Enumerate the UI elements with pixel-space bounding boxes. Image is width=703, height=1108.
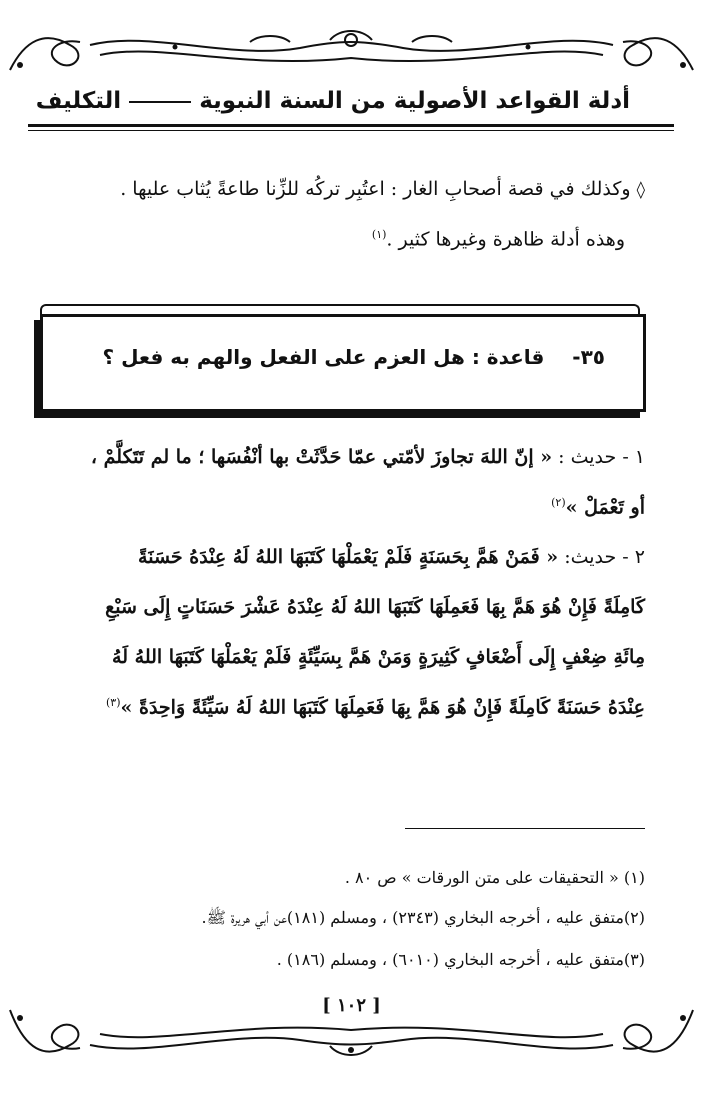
hadith-1-line-2 [45, 496, 645, 518]
rule-title: قاعدة : هل العزم على الفعل والهم به فعل ؟ [102, 345, 545, 369]
header-rule-thin [28, 130, 674, 131]
running-header [35, 88, 630, 114]
hadith-2-label: ٢ - حديث: [564, 546, 645, 568]
rule-number: ٣٥- [572, 345, 605, 369]
footnote-2: (٢)متفق عليه ، أخرجه البخاري (٢٣٤٣) ، ومسلم (١٨١)عن أبي هريرة ﷺ. [201, 908, 645, 927]
hadith-2-line-1 [45, 546, 645, 568]
footnote-ref-1: (١) [371, 228, 387, 241]
hadith-1-label: ١ - حديث : [558, 446, 645, 468]
hadith-1-line-1 [45, 446, 645, 468]
intro-text-1: وكذلك في قصة أصحابِ الغار : اعتُبِر تركُه للزِّنا طاعةً يُثاب عليها . [120, 178, 631, 200]
header-dash [129, 101, 191, 103]
footnote-ref-3: (٣) [106, 696, 121, 709]
intro-line-1 [45, 178, 645, 200]
hadith-2-line-4 [45, 696, 645, 718]
rule-box [40, 314, 646, 412]
footnote-1: (١) « التحقيقات على متن الورقات » ص ٨٠ . [344, 868, 645, 887]
header-rule-thick [28, 124, 674, 127]
footer-ornament [0, 1000, 703, 1108]
footnote-separator [405, 828, 645, 829]
footnote-3: (٣)متفق عليه ، أخرجه البخاري (٦٠١٠) ، ومسلم (١٨٦) . [276, 950, 645, 969]
hadith-1-text-2: أو تَعْمَلْ » [565, 496, 645, 519]
hadith-2-line-2: كَامِلَةً فَإِنْ هُوَ هَمَّ بِهَا فَعَمِلَهَا كَتَبَهَا اللهُ لَهُ عِنْدَهُ عَشْرَ حَسَنَاتٍ إِلَى سَبْعِ [105, 596, 645, 618]
page-number: [ ١٠٢ ] [322, 995, 381, 1016]
bullet-icon: ◊ [636, 180, 645, 200]
hadith-2-line-3: مِائَةِ ضِعْفٍ إِلَى أَضْعَافٍ كَثِيرَةٍ وَمَنْ هَمَّ بِسَيِّئَةٍ فَلَمْ يَعْمَلْهَا كَتَبَهَا اللهُ لَهُ [112, 646, 645, 668]
header-ornament [0, 0, 703, 80]
header-title: أدلة القواعد الأصولية من السنة النبوية [199, 88, 630, 114]
intro-text-2: وهذه أدلة ظاهرة وغيرها كثير . [386, 228, 625, 251]
intro-line-2 [25, 228, 625, 250]
footnote-ref-2: (٢) [551, 496, 566, 509]
hadith-1-text-1: « إنّ اللهَ تجاوزَ لأمّتي عمّا حَدَّثَتْ بها أنْفُسَها ؛ ما لم تَتَكلَّمْ ، [90, 446, 553, 468]
hadith-2-text-4: عِنْدَهُ حَسَنَةً كَامِلَةً فَإِنْ هُوَ هَمَّ بِهَا فَعَمِلَهَا كَتَبَهَا اللهُ لَهُ سَيِّئَةً وَاحِدَةً » [120, 696, 645, 719]
rule-heading [103, 345, 605, 369]
hadith-2-text-1: « فَمَنْ هَمَّ بِحَسَنَةٍ فَلَمْ يَعْمَلْهَا كَتَبَهَا اللهُ لَهُ عِنْدَهُ حَسَنَةً [138, 546, 559, 568]
header-section: التكليف [35, 88, 122, 114]
